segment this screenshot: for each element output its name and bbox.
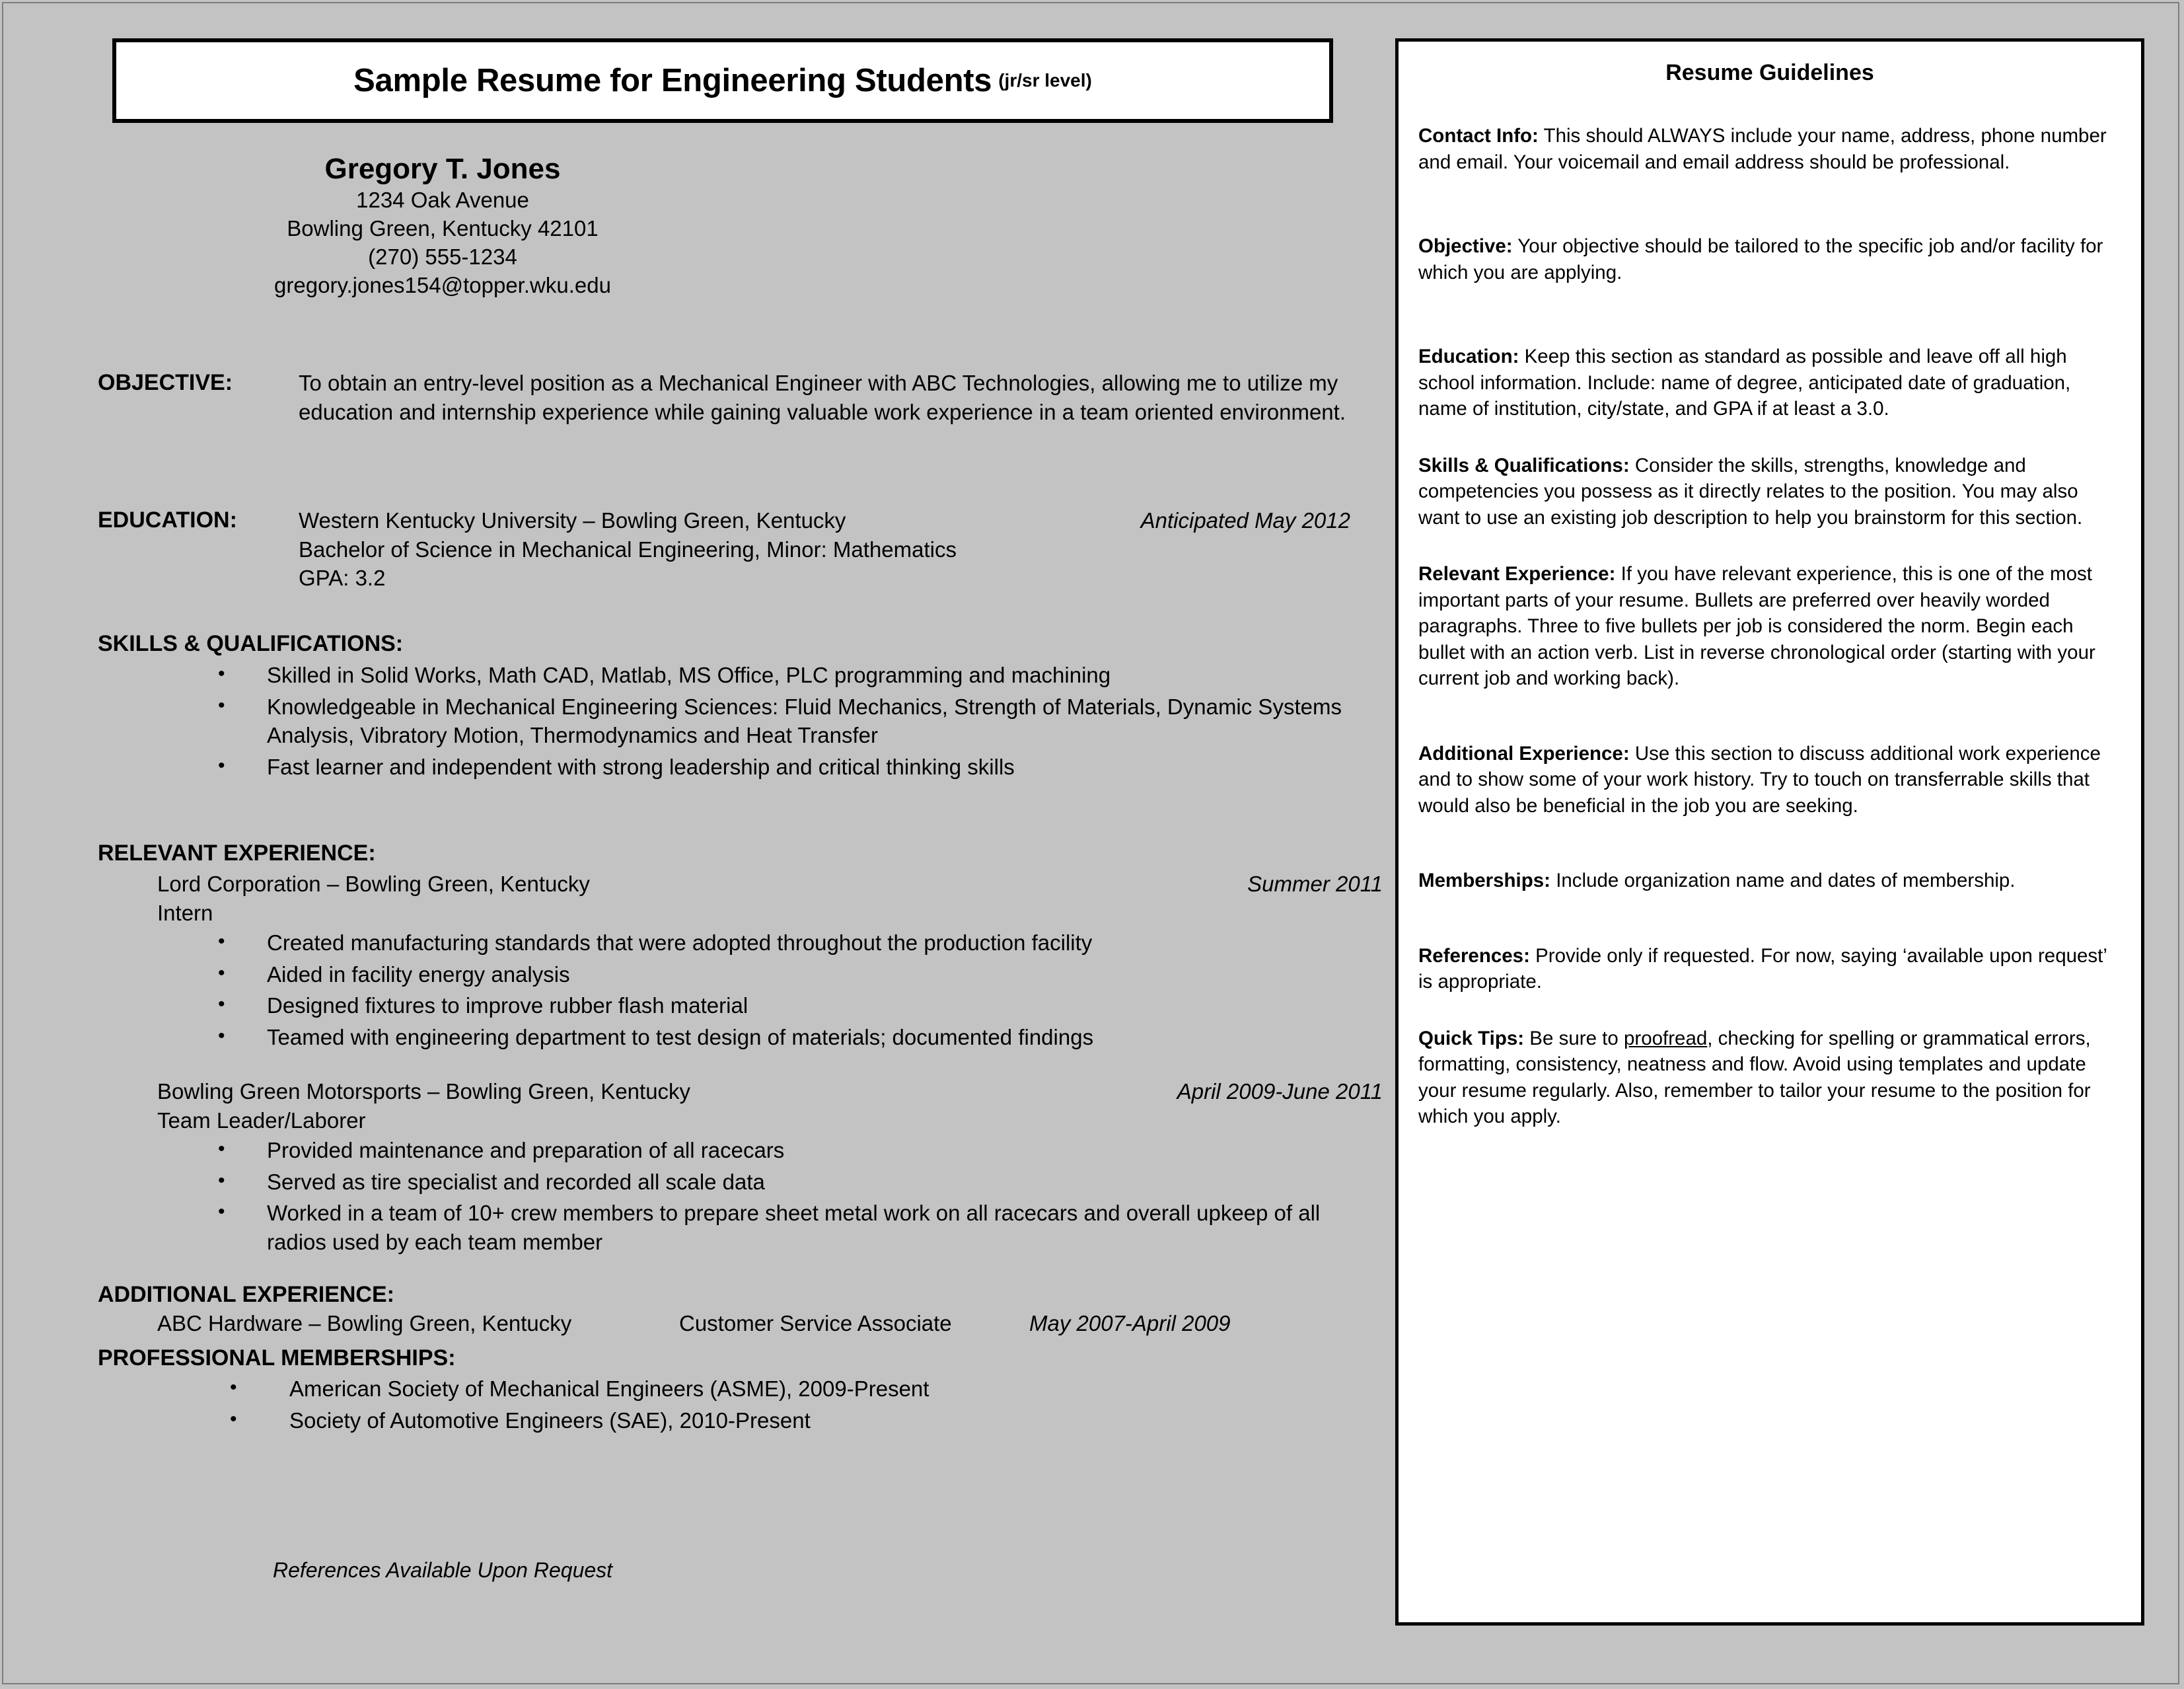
- job-date: Summer 2011: [1247, 872, 1383, 896]
- guideline-text: Use this section to discuss additional work experience and to show some of your work history. Try to touch on transferrable skills that would also be beneficial in the job you are seeking.: [1418, 742, 2101, 817]
- bullet-icon: •: [230, 1408, 237, 1430]
- job-role: Intern: [157, 900, 213, 925]
- guideline-text: If you have relevant experience, this is one of the most important parts of your resume. Bullets are preferred over heavily worded paragraphs. Three to five bullets per job is considered the norm. Begin each bullet with an action verb. List in reverse chronological order (starting with your current job and working back).: [1418, 563, 2095, 690]
- additional-employer: ABC Hardware – Bowling Green, Kentucky: [157, 1311, 572, 1335]
- list-item: [230, 1406, 1393, 1435]
- references-footer: References Available Upon Request: [272, 1558, 613, 1582]
- candidate-email: gregory.jones154@topper.wku.edu: [274, 272, 611, 297]
- additional-experience-heading: ADDITIONAL EXPERIENCE:: [98, 1282, 394, 1307]
- candidate-phone: (270) 555-1234: [368, 244, 517, 269]
- list-item: [218, 753, 1381, 782]
- job-role: Team Leader/Laborer: [157, 1107, 366, 1133]
- education-institution: Western Kentucky University – Bowling Green, Kentucky: [299, 508, 846, 533]
- guideline-label: Memberships:: [1418, 870, 1550, 892]
- document-title: Sample Resume for Engineering Students: [353, 63, 992, 98]
- job-bullet-text: Served as tire specialist and recorded all scale data: [267, 1169, 765, 1194]
- bullet-icon: •: [218, 694, 225, 716]
- job-date: April 2009-June 2011: [1177, 1079, 1383, 1104]
- guideline-relevant-experience: [1418, 561, 2121, 692]
- job-bullet-text: Provided maintenance and preparation of all racecars: [267, 1138, 785, 1163]
- guideline-additional-experience: [1418, 741, 2121, 819]
- objective-label: OBJECTIVE:: [98, 370, 233, 395]
- list-item: [218, 1168, 1341, 1197]
- list-item: [218, 960, 1341, 989]
- bullet-icon: •: [218, 930, 225, 953]
- additional-experience-entry: [157, 1311, 1340, 1336]
- guideline-label: Quick Tips:: [1418, 1027, 1525, 1049]
- job-entry: [157, 870, 1383, 1054]
- membership-text: American Society of Mechanical Engineers (ASME), 2009-Present: [289, 1376, 929, 1401]
- resume-guidelines-panel: [1395, 38, 2144, 1626]
- list-item: [218, 1199, 1341, 1256]
- guideline-memberships: [1418, 868, 2121, 894]
- bullet-icon: •: [230, 1376, 237, 1398]
- bullet-icon: •: [218, 961, 225, 984]
- skills-bullet-text: Fast learner and independent with strong leadership and critical thinking skills: [267, 754, 1015, 779]
- job-bullet-list: [218, 928, 1341, 1051]
- document-title-box: [112, 38, 1333, 123]
- job-bullet-text: Created manufacturing standards that were adopted throughout the production facility: [267, 930, 1093, 956]
- job-employer: Lord Corporation – Bowling Green, Kentucky: [157, 872, 590, 896]
- membership-text: Society of Automotive Engineers (SAE), 2010-Present: [289, 1408, 811, 1433]
- memberships-heading: PROFESSIONAL MEMBERSHIPS:: [98, 1345, 456, 1370]
- list-item: [218, 693, 1381, 750]
- guidelines-title: Resume Guidelines: [1665, 60, 1874, 85]
- education-gpa: GPA: 3.2: [299, 566, 386, 591]
- skills-bullet-text: Knowledgeable in Mechanical Engineering Sciences: Fluid Mechanics, Strength of Materials, Dynamic Systems Analysis, Vibratory Motion, Thermodynamics and Heat Transfer: [267, 694, 1342, 748]
- job-employer: Bowling Green Motorsports – Bowling Green, Kentucky: [157, 1079, 691, 1104]
- job-bullet-text: Designed fixtures to improve rubber flash material: [267, 993, 748, 1018]
- list-item: [218, 928, 1341, 957]
- guideline-text: This should ALWAYS include your name, address, phone number and email. Your voicemail and email address should be professional.: [1418, 125, 2107, 173]
- guideline-label: Relevant Experience:: [1418, 563, 1616, 585]
- list-item: [218, 1023, 1341, 1052]
- list-item: [218, 991, 1341, 1020]
- additional-date: May 2007-April 2009: [1029, 1311, 1231, 1335]
- list-item: [218, 1136, 1341, 1165]
- skills-heading: SKILLS & QUALIFICATIONS:: [98, 631, 404, 656]
- additional-role: Customer Service Associate: [679, 1311, 952, 1335]
- guideline-education: [1418, 344, 2121, 422]
- guideline-text-after: , checking for spelling or grammatical errors, formatting, consistency, neatness and flow. Avoid using templates and update your resume regularly. Also, remember to tailor your resume to the position for which you apply.: [1418, 1027, 2091, 1128]
- contact-block: [112, 152, 773, 299]
- memberships-bullet-list: [230, 1374, 1393, 1437]
- relevant-experience-heading: RELEVANT EXPERIENCE:: [98, 841, 376, 866]
- education-label: EDUCATION:: [98, 507, 237, 533]
- guideline-text: Keep this section as standard as possible and leave off all high school information. Include: name of degree, anticipated date of graduation, name of institution, city/state, and GPA if at least a 3.0.: [1418, 346, 2071, 420]
- guideline-label: Additional Experience:: [1418, 742, 1630, 765]
- candidate-city-state-zip: Bowling Green, Kentucky 42101: [287, 215, 599, 241]
- guideline-text-before: Be sure to: [1524, 1027, 1624, 1049]
- guideline-references: [1418, 943, 2121, 995]
- education-date: Anticipated May 2012: [1140, 508, 1350, 533]
- bullet-icon: •: [218, 1024, 225, 1047]
- guideline-label: Skills & Qualifications:: [1418, 454, 1630, 476]
- bullet-icon: •: [218, 993, 225, 1016]
- guideline-text: Provide only if requested. For now, saying ‘available upon request’ is appropriate.: [1418, 944, 2107, 993]
- list-item: [218, 661, 1381, 690]
- guideline-label: Contact Info:: [1418, 125, 1539, 147]
- education-block: [299, 506, 1382, 593]
- job-bullet-text: Worked in a team of 10+ crew members to prepare sheet metal work on all racecars and overall upkeep of all radios used by each team member: [267, 1201, 1321, 1254]
- skills-bullet-text: Skilled in Solid Works, Math CAD, Matlab, MS Office, PLC programming and machining: [267, 663, 1111, 687]
- job-bullet-text: Aided in facility energy analysis: [267, 961, 570, 987]
- bullet-icon: •: [218, 1201, 225, 1223]
- document-title-subnote: (jr/sr level): [998, 70, 1092, 91]
- job-bullet-text: Teamed with engineering department to test design of materials; documented findings: [267, 1024, 1094, 1049]
- list-item: [230, 1374, 1393, 1404]
- job-entry: [157, 1077, 1383, 1259]
- bullet-icon: •: [218, 663, 225, 685]
- skills-bullet-list: [218, 661, 1381, 784]
- guideline-text: Your objective should be tailored to the specific job and/or facility for which you are applying.: [1418, 235, 2103, 283]
- bullet-icon: •: [218, 1138, 225, 1160]
- guideline-label: References:: [1418, 944, 1530, 967]
- guideline-underlined-word: proofread: [1623, 1027, 1708, 1049]
- education-degree: Bachelor of Science in Mechanical Engineering, Minor: Mathematics: [299, 537, 957, 562]
- guideline-quick-tips: [1418, 1026, 2121, 1130]
- bullet-icon: •: [218, 754, 225, 776]
- objective-text: To obtain an entry-level position as a Mechanical Engineer with ABC Technologies, allowing me to utilize my education and internship experience while gaining valuable work experience in a team oriented environment.: [299, 371, 1346, 424]
- guideline-objective: [1418, 233, 2121, 285]
- job-bullet-list: [218, 1136, 1341, 1256]
- candidate-name: Gregory T. Jones: [324, 153, 561, 185]
- guideline-skills-qualifications: [1418, 453, 2121, 531]
- guideline-text: Consider the skills, strengths, knowledge and competencies you possess as it directly relates to the position. You may also want to use an existing job description to help you brainstorm for this section.: [1418, 454, 2083, 529]
- bullet-icon: •: [218, 1169, 225, 1191]
- candidate-address: 1234 Oak Avenue: [356, 187, 529, 212]
- guideline-text: Include organization name and dates of membership.: [1550, 870, 2016, 892]
- guideline-label: Objective:: [1418, 235, 1513, 258]
- guideline-contact-info: [1418, 123, 2121, 175]
- guideline-label: Education:: [1418, 346, 1519, 368]
